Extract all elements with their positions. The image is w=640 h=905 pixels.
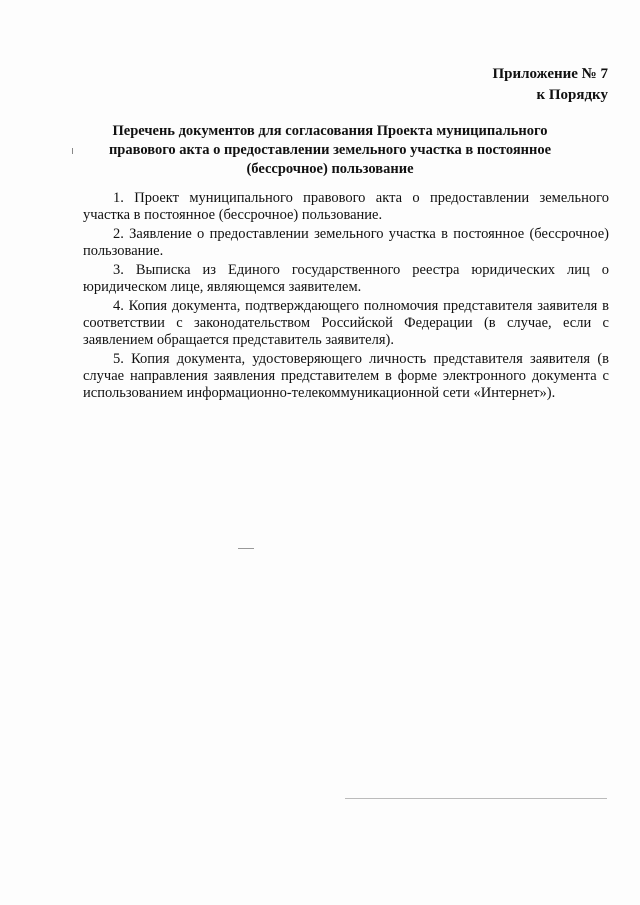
- scan-line-bottom: [345, 798, 607, 799]
- appendix-procedure: к Порядку: [536, 87, 608, 103]
- title-line-1: Перечень документов для согласования Проекта муниципального: [112, 123, 548, 139]
- list-item-3: 3. Выписка из Единого государственного реестра юридических лиц о юридическом лице, являющемся заявителем.: [83, 262, 609, 295]
- list-item-1: 1. Проект муниципального правового акта о предоставлении земельного участка в постоянное (бессрочное) пользование.: [83, 190, 609, 223]
- list-item-5: 5. Копия документа, удостоверяющего личность представителя заявителя (в случае направления заявления представителем в форме электронного документа с использованием информационно-телекоммуникационной сети «Интернет»).: [83, 351, 609, 401]
- document-title: [100, 122, 560, 179]
- list-item-4: 4. Копия документа, подтверждающего полномочия представителя заявителя в соответствии с законодательством Российской Федерации (в случае, если с заявлением обращается представитель заявителя).: [83, 298, 609, 348]
- appendix-reference: [492, 64, 608, 106]
- document-list: [83, 190, 609, 404]
- scan-mark-dash: [238, 548, 254, 549]
- title-line-2: правового акта о предоставлении земельного участка в постоянное: [108, 142, 552, 158]
- appendix-number: Приложение № 7: [492, 66, 608, 82]
- scan-mark-left: [72, 148, 73, 154]
- list-item-2: 2. Заявление о предоставлении земельного участка в постоянное (бессрочное) пользование.: [83, 226, 609, 259]
- title-line-3: (бессрочное) пользование: [246, 161, 414, 177]
